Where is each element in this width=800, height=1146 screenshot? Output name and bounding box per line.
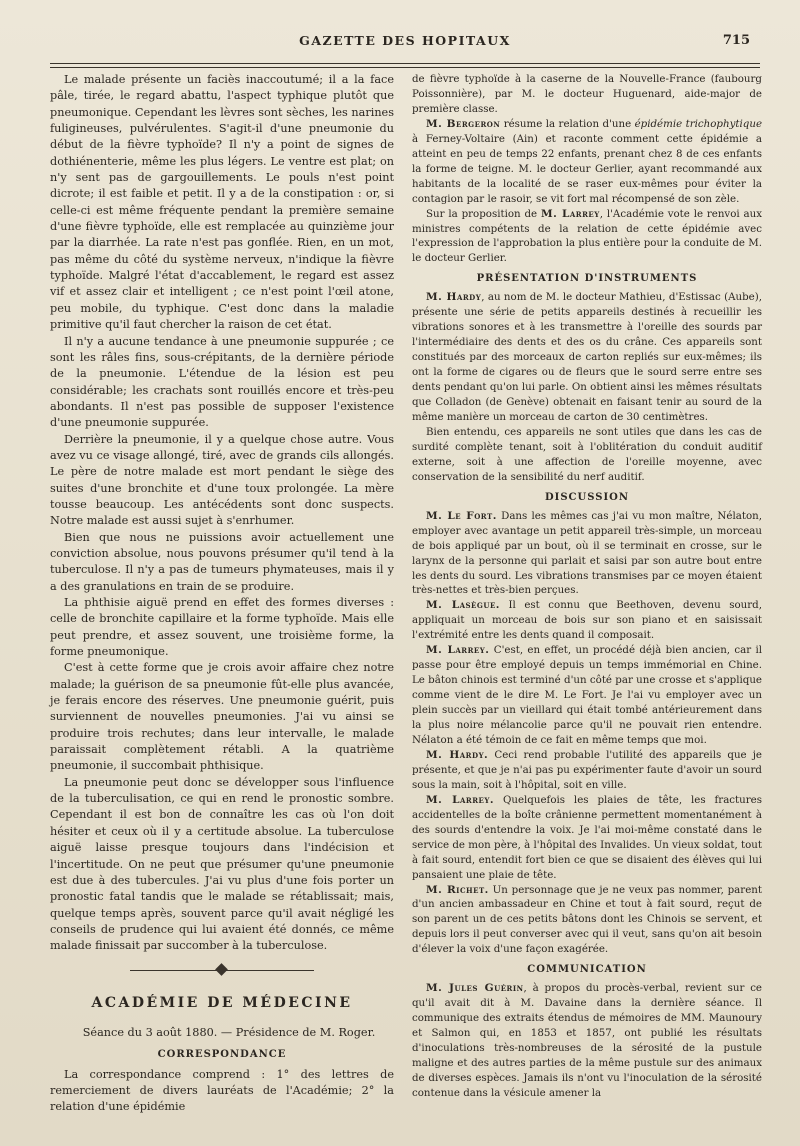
speaker-name: M. Lasègue.	[426, 599, 500, 612]
section-title-presentation: PRÉSENTATION D'INSTRUMENTS	[476, 273, 698, 285]
journal-title: GAZETTE DES HOPITAUX	[299, 33, 511, 48]
paragraph	[412, 643, 762, 748]
section-title-communication: COMMUNICATION	[527, 964, 647, 976]
speaker-name: M. Hardy	[426, 291, 482, 304]
paragraph	[412, 207, 762, 267]
paragraph: La correspondance comprend : 1° des lettres de remerciement de divers lauréats de l'Académie; 2° la relation d'une épidémie	[50, 1067, 394, 1114]
paragraph	[412, 290, 762, 425]
paragraph: Il n'y a aucune tendance à une pneumonie suppurée ; ce sont les râles fins, sous-crépitants, de la dernière période de la pneumonie. L'étendue de la lésion est peu considérable; les crachats sont rouillés encore et très-peu abondants. Il n'est pas possible de supposer l'existence d'une pneumonie suppurée.	[50, 334, 394, 430]
speaker-name: M. Larrey	[540, 207, 600, 220]
paragraph: Bien que nous ne puissions avoir actuellement une conviction absolue, nous pouvons présumer qu'il tend à la tuberculose. Il n'y a pas de tumeurs phymateuses, mais il y a des granulations en train de se produire.	[50, 530, 394, 593]
speaker-name: M. Larrey.	[426, 793, 495, 806]
text-run: Ceci rend probable l'utilité des appareils que je présente, et que je n'ai pas pu expérimenter faute d'avoir un sourd sous la main, soit à l'hôpital, soit en ville.	[412, 748, 762, 791]
section-title-correspondance: CORRESPONDANCE	[157, 1049, 287, 1061]
paragraph: Bien entendu, ces appareils ne sont utiles que dans les cas de surdité complète tenant, soit à l'oblitération du conduit auditif externe, soit à une affection de l'oreille moyenne, avec conservation de la sensibilité du nerf auditif.	[412, 425, 762, 483]
text-run: C'est, en effet, un procédé déjà bien ancien, car il passe pour être employé depuis un temps immémorial en Chine. Le bâton chinois est terminé d'un côté par une crosse et s'applique comme vient de le dire M. Le Fort. Je l'ai vu employer avec un plein succès par un vieillard qui était tombé antérieurement dans la plus noire mélancolie parce qu'il ne pouvait rien entendre. Nélaton a été témoin de ce fait en même temps que moi.	[412, 644, 762, 746]
section-divider	[50, 963, 394, 979]
right-column	[412, 72, 762, 1101]
speaker-name: M. Hardy.	[426, 748, 489, 761]
text-run: Il est connu que Beethoven, devenu sourd, appliquait un morceau de bois sur son piano et en saisissait l'extrémité entre les dents quand il composait.	[412, 599, 762, 642]
speaker-name: M. Richet.	[426, 883, 489, 896]
text-run: Un personnage que je ne veux pas nommer, parent d'un ancien ambassadeur en Chine et tout à fait sourd, reçut de son parent un de ces petits bâtons dont les Chinois se servent, et depuis lors il peut converser avec qui il veut, sans qu'on ait besoin d'élever la voix d'une façon exagérée.	[412, 883, 762, 956]
paragraph: La phthisie aiguë prend en effet des formes diverses : celle de bronchite capillaire et la forme typhoïde. Mais elle peut prendre, et assez souvent, une troisième forme, la forme pneumonique.	[50, 596, 394, 659]
speaker-name: M. Larrey.	[426, 644, 490, 657]
paragraph	[412, 598, 762, 643]
text-run: résume la relation d'une	[500, 117, 635, 130]
text-run: à Ferney-Voltaire (Ain) et raconte comment cette épidémie a atteint en peu de temps 22 enfants, prenant chez 8 de ces enfants la forme de teigne. M. le docteur Gerlier, ayant recommandé aux habitants de la localité de se raser eux-mêmes pour éviter la contagion par le rasoir, se vit fort mal récompensé de son zèle.	[412, 132, 762, 205]
paragraph	[412, 117, 762, 207]
page-header	[50, 33, 760, 55]
speaker-name: M. Bergeron	[426, 117, 501, 130]
text-run: , à propos du procès-verbal, revient sur ce qu'il avait dit à M. Davaine dans la dernière séance. Il communique des extraits étendus de mémoires de MM. Maunoury et Salmon qui, en 1853 et 1857, ont publié les résultats d'inoculations très-nombreuses de la sérosité de la pustule maligne et des autres parties de la même pustule sur des animaux de diverses espèces. Jamais ils n'ont vu l'inoculation de la sérosité contenue dans la vésicule amener la	[412, 982, 762, 1099]
section-title-discussion: DISCUSSION	[544, 491, 629, 503]
header-rule	[50, 63, 760, 64]
text-run: , au nom de M. le docteur Mathieu, d'Estissac (Aube), présente une série de petits appareils destinés à recueillir les vibrations sonores et à les transmettre à l'oreille des sourds par l'intermédiaire des dents et des os du crâne. Ces appareils sont constitués par des morceaux de carton repliés sur eux-mêmes; ils ont la forme de cigares ou de fleurs que le sourd serre entre ses dents pendant qu'on lui parle. On obtient ainsi les mêmes résultats que Colladon (de Genève) obtenait en faisant tenir au sourd de la même manière un morceau de carton de 30 centimètres.	[412, 291, 763, 423]
page-number: 715	[722, 33, 750, 48]
paragraph	[412, 748, 762, 793]
paragraph	[412, 883, 762, 958]
seance-line: Séance du 3 août 1880. — Présidence de M. Roger.	[82, 1025, 376, 1039]
italic-term: épidémie trichophytique	[634, 117, 763, 130]
diamond-ornament-icon	[215, 963, 228, 976]
paragraph	[412, 981, 762, 1101]
paragraph: Le malade présente un faciès inaccoutumé; il a la face pâle, tirée, le regard abattu, l'aspect typhique plutôt que pneumonique. Cependant les lèvres sont sèches, les narines fuligineuses, pulvérulentes. S'agit-il d'une pneumonie du début de la fièvre typhoïde? Il n'y a point de signes de dothiénenterie, même les plus légers. Le ventre est plat; on n'y sent pas de gargouillements. Le pouls n'est point dicrote; il est faible et petit. Il y a de la constipation : or, si celle-ci est même fréquente pendant la première semaine d'une fièvre typhoïde, elle est remplacée au quinzième jour par la diarrhée. La rate n'est pas gonflée. Rien, en un mot, pas même du côté du système nerveux, n'indique la fièvre typhoïde. Malgré l'état d'accablement, le regard est assez vif et assez clair et intelligent ; ce n'est point l'œil atone, peu mobile, du typhique. C'est donc dans la maladie primitive qu'il faut chercher la raison de cet état.	[50, 73, 394, 332]
text-run: Sur la proposition de	[426, 207, 541, 220]
paragraph: C'est à cette forme que je crois avoir affaire chez notre malade; la guérison de sa pneumonie fût-elle plus avancée, je ferais encore des réserves. Une pneumonie guérit, puis surviennent de nouvelles pneumonies. J'ai vu ainsi se produire trois rechutes; dans leur intervalle, le malade paraissait complètement rétabli. A la quatrième pneumonie, il succombait phthisique.	[50, 661, 394, 773]
speaker-name: M. Jules Guérin	[426, 982, 524, 995]
text-run: Quelquefois les plaies de tête, les fractures accidentelles de la boîte crânienne permettent momentanément à des sourds d'entendre la voix. Je l'ai moi-même constaté dans le service de mon père, à l'hôpital des Invalides. Un vieux soldat, tout à fait sourd, entendit fort bien ce que se disaient des élèves qui lui pansaient une plaie de tête.	[412, 793, 762, 881]
text-run: Dans les mêmes cas j'ai vu mon maître, Nélaton, employer avec avantage un petit appareil très-simple, un morceau de bois appliqué par un bout, où il se terminait en crosse, sur le larynx de la personne qui parlait et saisi par son autre bout entre les dents du sourd. Les vibrations transmises par ce moyen étaient très-nettes et très-bien perçues.	[412, 509, 762, 597]
paragraph	[412, 509, 762, 599]
left-column	[50, 72, 394, 1116]
header-rule-thin	[50, 67, 760, 68]
paragraph: Derrière la pneumonie, il y a quelque chose autre. Vous avez vu ce visage allongé, tiré, avec de grands cils allongés. Le père de notre malade est mort pendant le siège des suites d'une bronchite et d'une toux prolongée. La mère tousse beaucoup. Les antécédents sont donc suspects. Notre malade est aussi sujet à s'enrhumer.	[50, 432, 394, 528]
paragraph	[412, 793, 762, 883]
text-run: , l'Académie vote le renvoi aux ministres compétents de la relation de cette épidémie avec l'expression de l'approbation la plus entière pour la conduite de M. le docteur Gerlier.	[412, 207, 762, 265]
speaker-name: M. Le Fort.	[426, 509, 497, 522]
section-title-academie: ACADÉMIE DE MÉDECINE	[91, 994, 353, 1011]
paragraph: La pneumonie peut donc se développer sous l'influence de la tuberculisation, ce qui en rend le pronostic sombre. Cependant il est bon de connaître les cas où l'on doit hésiter et ceux où il y a certitude absolue. La tuberculose aiguë laisse presque toujours dans l'indécision et l'incertitude. On ne peut que présumer qu'une pneumonie est due à des tubercules. J'ai vu plus d'une fois porter un pronostic fatal tandis que le malade se rétablissait; mais, quelque temps après, souvent parce qu'il avait négligé les conseils de prudence qui lui avaient été donnés, ce même malade finissait par succomber à la tuberculose.	[50, 775, 394, 953]
paragraph: de fièvre typhoïde à la caserne de la Nouvelle-France (faubourg Poissonnière), par M. le docteur Huguenard, aide-major de première classe.	[412, 73, 762, 115]
